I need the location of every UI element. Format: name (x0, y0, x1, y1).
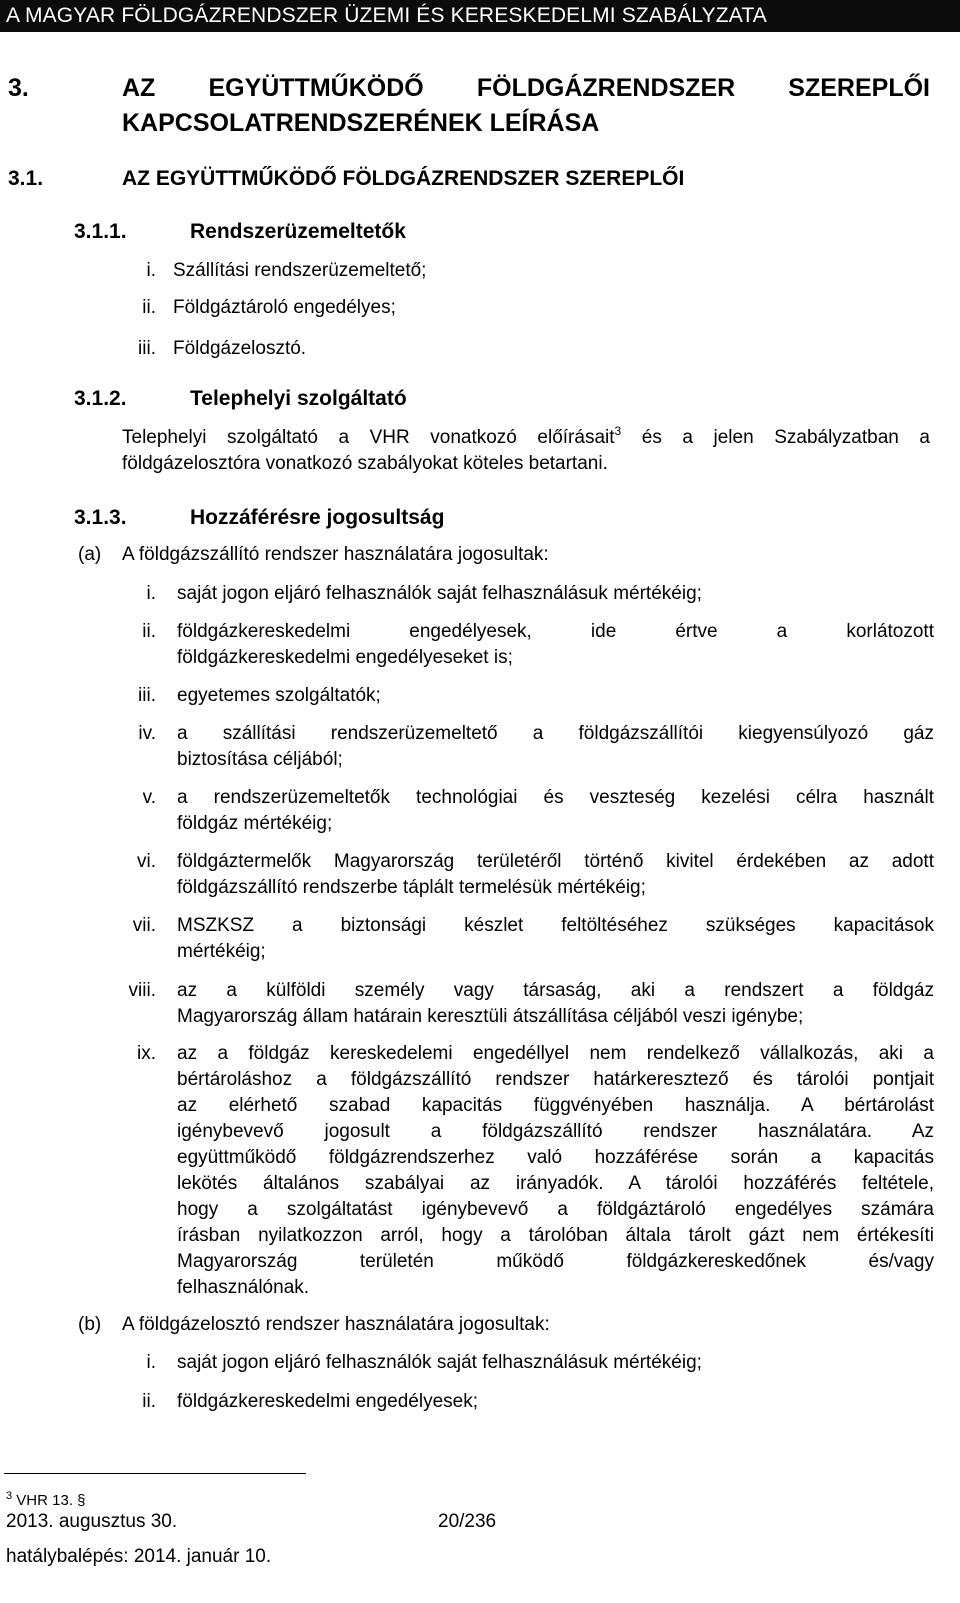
footnote-separator (4, 1473, 306, 1474)
list-item: Földgázelosztó. (173, 338, 307, 359)
list-item-number: viii. (128, 980, 156, 1001)
subsection-title: Telephelyi szolgáltató (190, 387, 407, 410)
list-item: egyetemes szolgáltatók; (177, 685, 381, 706)
list-item-number: ii. (142, 621, 156, 642)
subsection-number: 3.1.2. (74, 387, 127, 410)
list-item-number: iv. (138, 723, 156, 744)
list-item-number: i. (146, 260, 156, 281)
page-number: 20/236 (438, 1511, 497, 1532)
subsection-number: 3.1.3. (74, 506, 127, 529)
list-item: Szállítási rendszerüzemeltető; (173, 260, 427, 281)
section-title: AZ EGYÜTTMŰKÖDŐ FÖLDGÁZRENDSZER SZEREPLŐI (122, 167, 685, 190)
list-item-number: iii. (138, 338, 156, 359)
list-item-number: iii. (138, 685, 156, 706)
running-header: A MAGYAR FÖLDGÁZRENDSZER ÜZEMI ÉS KERESKEDELMI SZABÁLYZATA (0, 0, 960, 32)
footnote: $^3$ VHR 13. § (6, 1490, 86, 1509)
list-item-number: vii. (132, 915, 156, 936)
list-item: az a külföldi személy vagy társaság, aki a rendszert a földgáz Magyarország állam határain keresztüli átszállítása céljából veszi igénybe; (177, 980, 934, 1027)
footer-date: 2013. augusztus 30. (6, 1511, 178, 1532)
list-item: földgázkereskedelmi engedélyesek; (177, 1391, 479, 1412)
list-item: a rendszerüzemeltetők technológiai és veszteség kezelési célra használt földgáz mértékéig; (177, 787, 934, 834)
paragraph-line: Telephelyi szolgáltató a VHR vonatkozó előírásait$^3$ és a jelen Szabályzatban a (122, 424, 930, 448)
chapter-title-line2: KAPCSOLATRENDSZERÉNEK LEÍRÁSA (122, 109, 600, 137)
footnote-reference[interactable]: 3 (614, 424, 622, 438)
list-item: Földgáztároló engedélyes; (173, 297, 396, 318)
subsection-title: Hozzáférésre jogosultság (190, 506, 445, 529)
list-label: (a) (78, 544, 102, 565)
list-item-number: v. (142, 787, 156, 808)
list-item: a szállítási rendszerüzemeltető a földgázszállítói kiegyensúlyozó gáz biztosítása céljából; (177, 723, 934, 770)
list-item: földgázkereskedelmi engedélyesek, ide értve a korlátozott földgázkereskedelmi engedélyeseket is; (177, 621, 934, 668)
list-item-number: vi. (137, 851, 156, 872)
list-item-number: ii. (142, 297, 156, 318)
footer-effective-date: hatálybalépés: 2014. január 10. (6, 1546, 272, 1567)
list-item-number: ix. (137, 1043, 156, 1064)
list-item: az a földgáz kereskedelemi engedéllyel nem rendelkező vállalkozás, aki a bértároláshoz a földgázszállító rendszer határkeresztező és tárolói pontjait az elérhető szabad kapacitás függvényében használja. A bértárolást igénybevevő jogosult a földgázszállító rendszer használatára. Az együttműködő földgázrendszerhez való hozzáférése során a kapacitás lekötés általános szabályai az irányadók. A tárolói hozzáférés feltétele, hogy a szolgáltatást igénybevevő a földgáztároló engedélyes számára írásban nyilatkozzon arról, hogy a tárolóban általa tárolt gázt nem értékesíti Magyarország területén működő földgázkereskedőnek és/vagy felhasználónak. (177, 1043, 934, 1298)
list-item-number: i. (146, 1352, 156, 1373)
list-item-number: ii. (142, 1391, 156, 1412)
paragraph-line: földgázelosztóra vonatkozó szabályokat köteles betartani. (122, 453, 608, 474)
list-item: MSZKSZ a biztonsági készlet feltöltéséhez szükséges kapacitások mértékéig; (177, 915, 934, 962)
subsection-title: Rendszerüzemeltetők (190, 220, 406, 243)
chapter-number: 3. (8, 74, 29, 102)
list-intro: A földgázszállító rendszer használatára jogosultak: (122, 544, 549, 565)
list-label: (b) (78, 1314, 102, 1335)
subsection-number: 3.1.1. (74, 220, 127, 243)
list-item: saját jogon eljáró felhasználók saját felhasználásuk mértékéig; (177, 583, 702, 604)
list-intro: A földgázelosztó rendszer használatára jogosultak: (122, 1314, 550, 1335)
list-item-number: i. (146, 583, 156, 604)
list-item: saját jogon eljáró felhasználók saját felhasználásuk mértékéig; (177, 1352, 702, 1373)
list-item: földgáztermelők Magyarország területéről történő kivitel érdekében az adott földgázszállító rendszerbe táplált termelésük mértékéig; (177, 851, 934, 898)
section-number: 3.1. (8, 167, 44, 190)
chapter-title-line1: AZ EGYÜTTMŰKÖDŐ FÖLDGÁZRENDSZER SZEREPLŐI (122, 74, 930, 102)
